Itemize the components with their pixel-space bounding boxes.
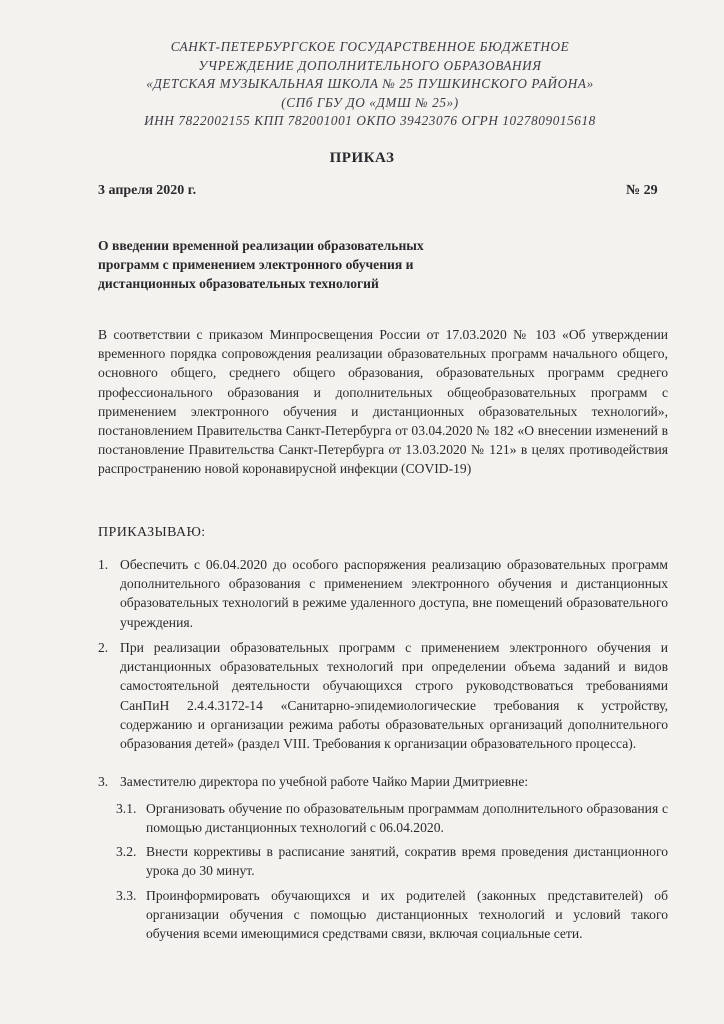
subitem-text: Организовать обучение по образовательным программам дополнительного образования с помощью дистанционных технологий с 06.04.2020. bbox=[146, 801, 668, 836]
document-subject: О введении временной реализации образовательных программ с применением электронного обучения и дистанционных образовательных технологий bbox=[98, 238, 424, 292]
header-line-1: САНКТ-ПЕТЕРБУРГСКОЕ ГОСУДАРСТВЕННОЕ БЮДЖЕТНОЕ bbox=[170, 39, 570, 54]
order-item-2 bbox=[98, 638, 668, 753]
item-text: Обеспечить с 06.04.2020 до особого распоряжения реализацию образовательных программ дополнительного образования с применением электронного обучения и дистанционных образовательных технологий в режиме удаленного доступа, вне помещений образовательного учреждения. bbox=[120, 557, 668, 630]
organization-header bbox=[110, 38, 630, 131]
document-title: ПРИКАЗ bbox=[329, 150, 395, 166]
item-number: 3. bbox=[98, 774, 109, 789]
header-line-2: УЧРЕЖДЕНИЕ ДОПОЛНИТЕЛЬНОГО ОБРАЗОВАНИЯ bbox=[198, 57, 542, 73]
subitem-number: 3.1. bbox=[116, 801, 137, 816]
preamble-paragraph: В соответствии с приказом Минпросвещения России от 17.03.2020 № 103 «Об утверждении временного порядка сопровождения реализации образовательных программ начального общего, основного общего, среднего общего образования, образовательных программ среднего профессионального образования и дополнительных общеобразовательных программ с применением электронного обучения и дистанционных образовательных технологий», постановлением Правительства Санкт-Петербурга от 03.04.2020 № 182 «О внесении изменений в постановление Правительства Санкт-Петербурга от 13.03.2020 № 121» в целях противодействия распространению новой коронавирусной инфекции (COVID-19) bbox=[98, 327, 668, 477]
document-date: 3 апреля 2020 г. bbox=[98, 183, 197, 198]
subitem-text: Проинформировать обучающихся и их родителей (законных представителей) об организации обучения с помощью дистанционных технологий и условий такого обучения всеми имеющимися средствами связи, включая социальные сети. bbox=[146, 888, 668, 942]
item-number: 1. bbox=[98, 557, 109, 572]
header-requisites: ИНН 7822002155 КПП 782001001 ОКПО 39423076 ОГРН 1027809015618 bbox=[144, 113, 596, 129]
subitem-number: 3.2. bbox=[116, 844, 137, 859]
header-line-3: «ДЕТСКАЯ МУЗЫКАЛЬНАЯ ШКОЛА № 25 ПУШКИНСКОГО РАЙОНА» bbox=[146, 76, 594, 92]
subitem-text: Внести коррективы в расписание занятий, сократив время проведения дистанционного урока до 30 минут. bbox=[146, 844, 668, 879]
header-line-4: (СПб ГБУ ДО «ДМШ № 25») bbox=[281, 94, 459, 110]
subitem-number: 3.3. bbox=[116, 888, 137, 903]
order-subitem-3-1 bbox=[116, 799, 668, 837]
order-item-3 bbox=[98, 772, 668, 791]
order-subitem-3-2 bbox=[116, 842, 668, 880]
order-heading: ПРИКАЗЫВАЮ: bbox=[98, 525, 206, 540]
item-text: Заместителю директора по учебной работе Чайко Марии Дмитриевне: bbox=[120, 774, 529, 789]
item-text: При реализации образовательных программ с применением электронного обучения и дистанционных образовательных технологий при определении объема заданий и видов самостоятельной деятельности обучающихся строго руководствоваться требованиями СанПиН 2.4.4.3172-14 «Санитарно-эпидемиологические требования к устройству, содержанию и организации режима работы образовательных организаций дополнительного образования детей» (раздел VIII. Требования к организации образовательного процесса). bbox=[120, 640, 668, 752]
order-item-1 bbox=[98, 555, 668, 632]
document-number: № 29 bbox=[626, 183, 658, 198]
item-number: 2. bbox=[98, 640, 109, 655]
order-subitem-3-3 bbox=[116, 886, 668, 944]
